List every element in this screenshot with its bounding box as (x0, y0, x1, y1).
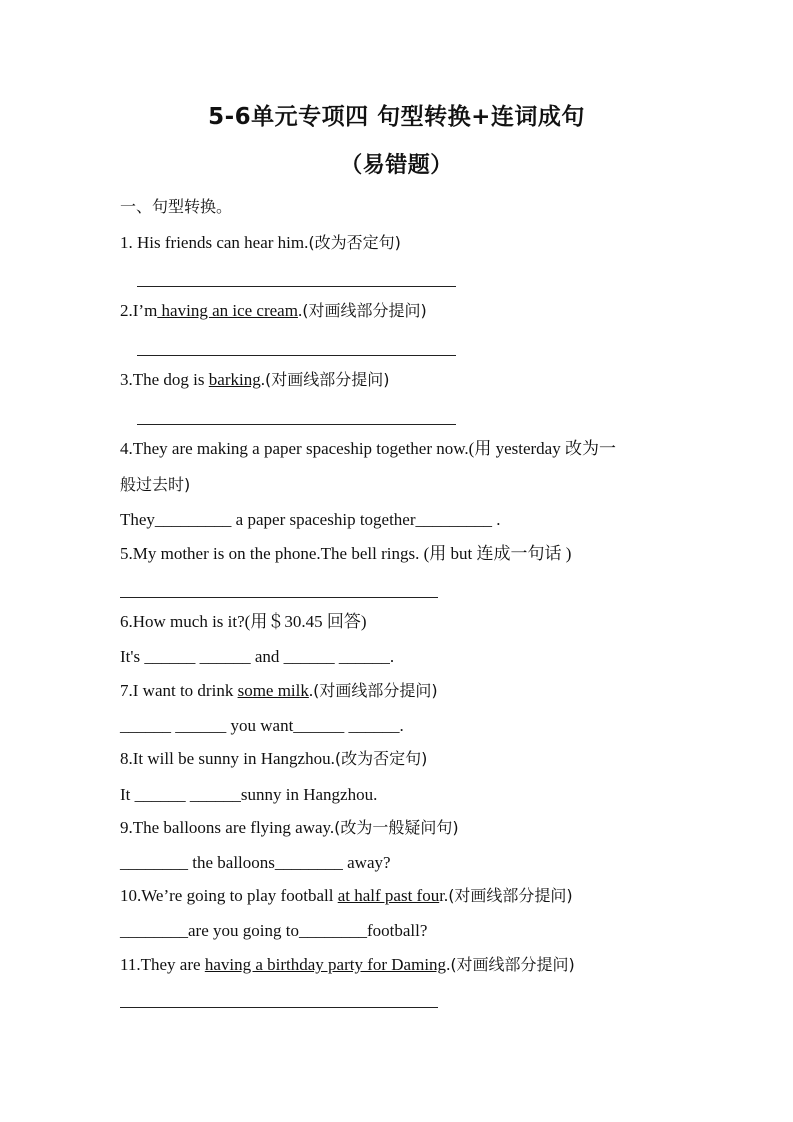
question-text-end: . (297, 301, 303, 320)
question-instruction: (改为否定句) (334, 749, 428, 768)
question-text: 11.They are (120, 955, 205, 974)
question-9 (120, 817, 459, 839)
underlined-phrase: some milk (237, 681, 309, 700)
page-subtitle: （易错题） (340, 153, 453, 178)
answer-line[interactable] (120, 597, 438, 598)
question-text-end: . (260, 370, 265, 389)
question-3 (120, 369, 389, 391)
question-text-end: . (308, 681, 314, 700)
question-instruction: (对画线部分提问) (448, 886, 573, 905)
question-4-continued: 般过去时) (120, 475, 191, 494)
underlined-phrase: at half past fou (337, 886, 440, 905)
question-text: 10.We’re going to play football (120, 886, 338, 905)
answer-7[interactable]: ______ ______ you want______ ______. (120, 716, 404, 735)
question-text: 9.The balloons are flying away. (120, 818, 335, 837)
question-6: 6.How much is it?(用＄30.45 回答) (120, 612, 367, 631)
question-instruction: (改为一般疑问句) (334, 818, 459, 837)
underlined-phrase: barking (208, 370, 261, 389)
answer-9[interactable]: ________ the balloons________ away? (120, 853, 391, 872)
question-instruction: (对画线部分提问) (450, 955, 575, 974)
question-5: 5.My mother is on the phone.The bell rings. (用 but 连成一句话 ) (120, 544, 572, 563)
question-instruction: (对画线部分提问) (264, 370, 390, 389)
question-instruction: (对画线部分提问) (302, 301, 427, 320)
question-1 (120, 232, 401, 254)
answer-line[interactable] (137, 424, 456, 425)
answer-line[interactable] (120, 1007, 438, 1008)
underlined-phrase: having an ice cream (157, 301, 298, 320)
question-2 (120, 300, 427, 322)
answer-6[interactable]: It's ______ ______ and ______ ______. (120, 647, 395, 666)
question-7 (120, 680, 438, 702)
answer-4[interactable]: They_________ a paper spaceship together_________ . (120, 510, 501, 529)
question-instruction: (对画线部分提问) (313, 681, 438, 700)
question-text: 8.It will be sunny in Hangzhou. (120, 749, 335, 768)
question-8 (120, 748, 427, 770)
question-11 (120, 954, 575, 976)
underlined-phrase: having a birthday party for Daming (204, 955, 447, 974)
answer-10[interactable]: ________are you going to________football? (120, 921, 428, 940)
question-text-end: r. (439, 886, 449, 905)
question-instruction: (改为否定句) (308, 233, 401, 252)
question-10 (120, 885, 573, 907)
question-text-end: . (446, 955, 451, 974)
section-heading: 一、句型转换。 (120, 197, 233, 216)
question-text: 1. His friends can hear him. (120, 233, 309, 252)
question-text: 7.I want to drink (120, 681, 238, 700)
page-title: 5-6单元专项四 句型转换+连词成句 (208, 104, 585, 130)
question-text: 2.I’m (120, 301, 158, 320)
question-text: 3.The dog is (120, 370, 209, 389)
answer-line[interactable] (137, 355, 456, 356)
answer-line[interactable] (137, 286, 456, 287)
question-4: 4.They are making a paper spaceship together now.(用 yesterday 改为一 (120, 439, 616, 458)
answer-8[interactable]: It ______ ______sunny in Hangzhou. (120, 785, 378, 804)
